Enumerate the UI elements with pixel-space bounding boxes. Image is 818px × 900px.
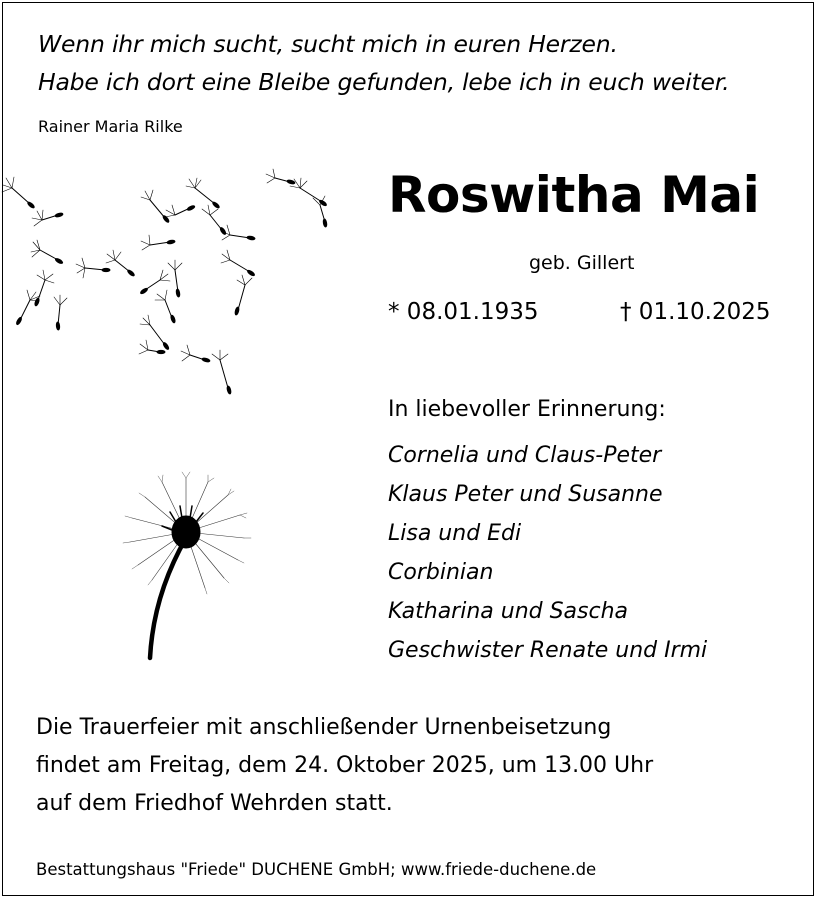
quote-line-2: Habe ich dort eine Bleibe gefunden, lebe ich in euch weiter.: [38, 68, 730, 96]
mourner-item: Corbinian: [388, 560, 494, 585]
seed-icon: [16, 290, 40, 325]
seed-icon: [234, 275, 252, 315]
ceremony-line-2: findet am Freitag, dem 24. Oktober 2025, um 13.00 Uhr: [36, 753, 654, 778]
mourner-item: Lisa und Edi: [388, 521, 522, 546]
mourner-item: Cornelia und Claus-Peter: [388, 443, 662, 468]
seed-icon: [155, 290, 176, 323]
ceremony-line-3: auf dem Friedhof Wehrden statt.: [36, 791, 393, 816]
seed-icon: [181, 345, 210, 363]
seed-icon: [31, 240, 63, 264]
seed-icon: [54, 295, 67, 330]
maiden-name: geb. Gillert: [529, 252, 635, 274]
dandelion-icon: [0, 160, 370, 680]
quote-line-1: Wenn ihr mich sucht, sucht mich in euren Herzen.: [38, 30, 618, 58]
seed-icon: [2, 177, 35, 209]
seed-icon: [32, 210, 63, 226]
ceremony-info: [36, 709, 653, 823]
seed-icon: [141, 235, 175, 250]
birth-date: * 08.01.1935: [388, 299, 539, 325]
quote-author: Rainer Maria Rilke: [38, 117, 183, 136]
seed-icon: [106, 250, 135, 277]
seed-icon: [76, 258, 110, 278]
seed-icon: [165, 205, 195, 217]
seed-icon: [139, 340, 165, 354]
ceremony-line-1: Die Trauerfeier mit anschließender Urnenbeisetzung: [36, 715, 612, 740]
seed-icon: [140, 270, 170, 295]
seed-icon: [266, 169, 295, 185]
seed-icon: [186, 178, 220, 209]
mourners-intro: In liebevoller Erinnerung:: [388, 397, 666, 422]
mourners-list: [388, 436, 707, 670]
seed-icon: [221, 250, 255, 277]
mourner-item: Geschwister Renate und Irmi: [388, 638, 708, 663]
death-date: † 01.10.2025: [620, 299, 771, 325]
deceased-name: Roswitha Mai: [388, 166, 760, 224]
seed-icon: [140, 315, 170, 350]
seed-icon: [168, 260, 182, 297]
seed-icon: [202, 205, 227, 235]
funeral-home-footer: Bestattungshaus "Friede" DUCHENE GmbH; www.friede-duchene.de: [36, 860, 597, 879]
seed-icon: [141, 190, 170, 223]
mourner-item: Katharina und Sascha: [388, 599, 629, 624]
seed-icon: [212, 350, 232, 394]
dandelion-flower-icon: [123, 472, 251, 658]
mourner-item: Klaus Peter und Susanne: [388, 482, 663, 507]
